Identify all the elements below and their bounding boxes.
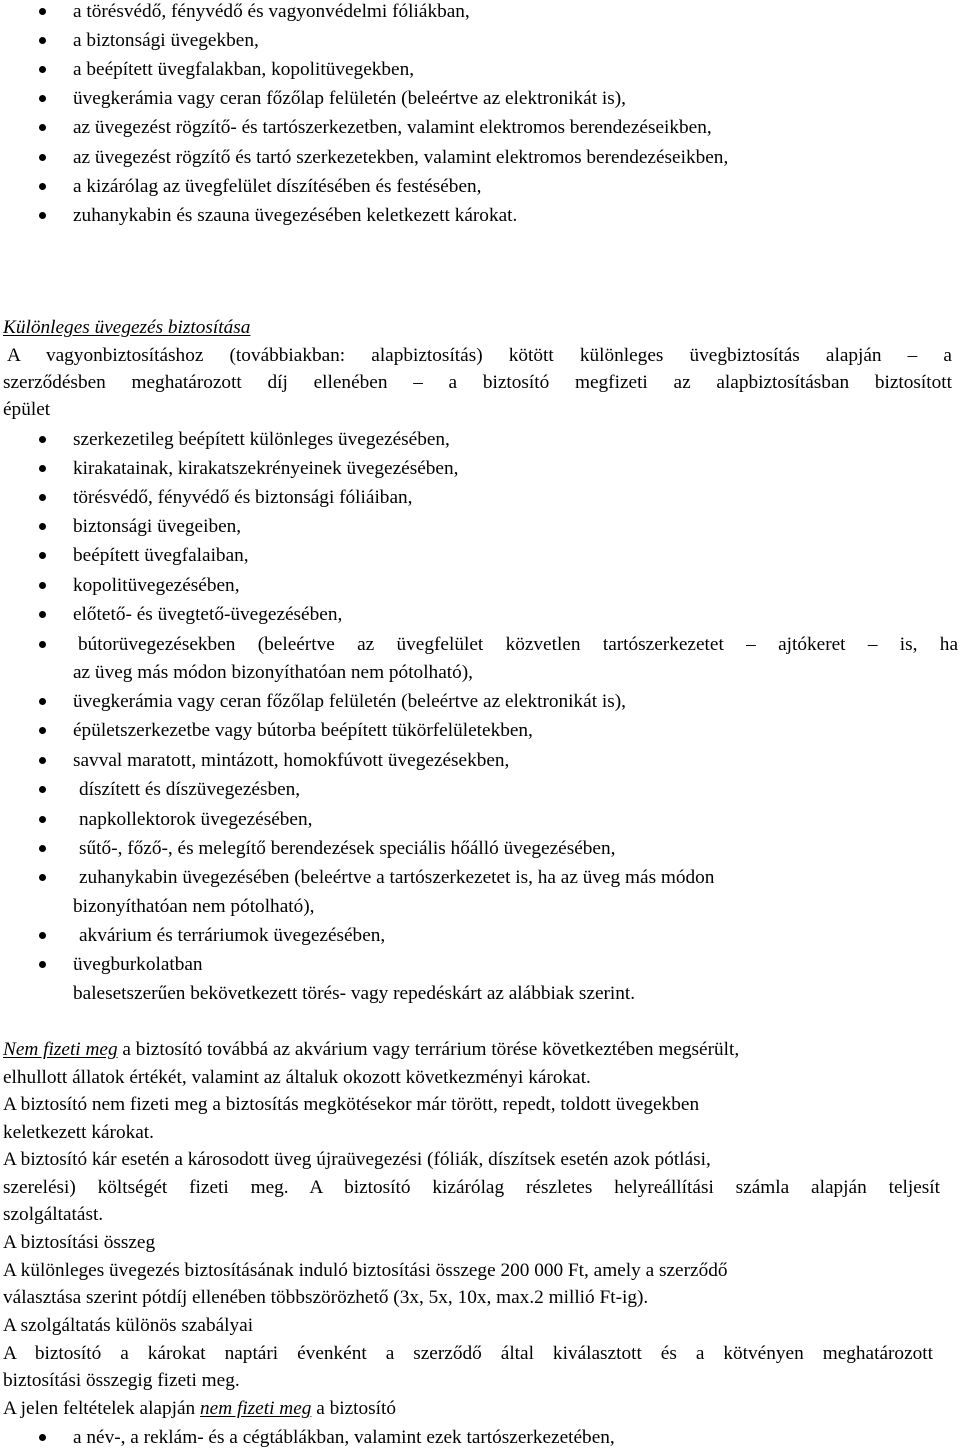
bullet-icon (39, 874, 46, 881)
bullet-icon (39, 552, 46, 559)
list-item: a név-, a reklám- és a cégtáblákban, valamint ezek tartószerkezetében, (73, 1427, 615, 1448)
nem-fizeti-meg-emphasis: Nem fizeti meg (3, 1039, 118, 1060)
paragraph-line: biztosítási összegig fizeti meg. (3, 1370, 240, 1391)
list-item: törésvédő, fényvédő és biztonsági fóliáiban, (73, 487, 413, 508)
list-item: az üvegezést rögzítő és tartó szerkezetekben, valamint elektromos berendezéseikben, (73, 147, 729, 168)
paragraph-text: A jelen feltételek alapján (3, 1398, 201, 1419)
list-item: napkollektorok üvegezésében, (79, 809, 313, 830)
list-item: a beépített üvegfalakban, kopolitüvegekben, (73, 59, 415, 80)
subheading-sum-insured: A biztosítási összeg (3, 1232, 156, 1253)
paragraph-line: választása szerint pótdíj ellenében többszörözhető (3x, 5x, 10x, max.2 millió Ft-ig). (3, 1287, 649, 1308)
paragraph-text: a biztosító (311, 1398, 397, 1419)
bullet-icon (39, 641, 46, 648)
bullet-icon (39, 66, 46, 73)
bullet-icon (39, 757, 46, 764)
list-item: üvegkerámia vagy ceran főzőlap felületén (beleértve az elektronikát is), (73, 691, 626, 712)
intro-line: épület (3, 399, 51, 420)
subheading-special-rules: A szolgáltatás különös szabályai (3, 1315, 254, 1336)
bullet-icon (39, 183, 46, 190)
list-item: a törésvédő, fényvédő és vagyonvédelmi fóliákban, (73, 1, 470, 22)
bullet-icon (39, 786, 46, 793)
bullet-icon (39, 611, 46, 618)
list-item: zuhanykabin és szauna üvegezésében keletkezett károkat. (73, 205, 518, 226)
bullet-icon (39, 494, 46, 501)
section-title: Különleges üvegezés biztosítása (3, 317, 251, 338)
paragraph-line: A különleges üvegezés biztosításának induló biztosítási összege 200 000 Ft, amely a szerződő (3, 1260, 728, 1281)
list-item: szerkezetileg beépített különleges üvegezésében, (73, 429, 450, 450)
paragraph-line: szolgáltatást. (3, 1204, 104, 1225)
list-item: kirakatainak, kirakatszekrényeinek üvegezésében, (73, 458, 459, 479)
list-item: kopolitüvegezésében, (73, 575, 240, 596)
bullet-icon (39, 8, 46, 15)
list-item: savval maratott, mintázott, homokfúvott üvegezésekben, (73, 750, 510, 771)
paragraph-line: keletkezett károkat. (3, 1122, 154, 1143)
bullet-icon (39, 37, 46, 44)
paragraph-line: A biztosító nem fizeti meg a biztosítás megkötésekor már törött, repedt, toldott üvegekben (3, 1094, 700, 1115)
bullet-icon (39, 436, 46, 443)
list-item: a kizárólag az üvegfelület díszítésében és festésében, (73, 176, 482, 197)
bullet-icon (39, 961, 46, 968)
list-item: a biztonsági üvegekben, (73, 30, 259, 51)
list-item: üvegburkolatban (73, 954, 203, 975)
list-item: díszített és díszüvegezésben, (79, 779, 301, 800)
list-item: akvárium és terráriumok üvegezésében, (79, 925, 386, 946)
paragraph-line: A biztosító kár esetén a károsodott üveg újraüvegezési (fóliák, díszítsek esetén azok pótlási, (3, 1149, 711, 1170)
bullet-icon (39, 932, 46, 939)
list-item-continuation: balesetszerűen bekövetkezett törés- vagy repedéskárt az alábbiak szerint. (73, 983, 636, 1004)
exclusion-paragraph-line (3, 1038, 739, 1062)
bullet-icon (39, 698, 46, 705)
exclusion-intro-line (3, 1397, 396, 1421)
paragraph-text: a biztosító továbbá az akvárium vagy terrárium törése következtében megsérült, (117, 1039, 740, 1060)
intro-line: A vagyonbiztosításhoz (továbbiakban: alapbiztosítás) kötött különleges üvegbiztosítás alapján – a (7, 345, 952, 366)
list-item: bútorüvegezésekben (beleértve az üvegfelület közvetlen tartószerkezetet – ajtókeret – is, ha (78, 634, 958, 655)
nem-fizeti-meg-emphasis: nem fizeti meg (200, 1398, 312, 1419)
paragraph-line: A biztosító a károkat naptári évenként a szerződő által kiválasztott és a kötvényen meghatározott (3, 1343, 933, 1364)
list-item: üvegkerámia vagy ceran főzőlap felületén (beleértve az elektronikát is), (73, 88, 626, 109)
list-item: sűtő-, főző-, és melegítő berendezések speciális hőálló üvegezésében, (79, 838, 616, 859)
bullet-icon (39, 816, 46, 823)
bullet-icon (39, 154, 46, 161)
bullet-icon (39, 212, 46, 219)
list-item-continuation: az üveg más módon bizonyíthatóan nem pótolható), (73, 662, 473, 683)
list-item: biztonsági üvegeiben, (73, 516, 242, 537)
bullet-icon (39, 124, 46, 131)
list-item: előtető- és üvegtető-üvegezésében, (73, 604, 343, 625)
paragraph-line: szerelési) költségét fizeti meg. A biztosító kizárólag részletes helyreállítási számla alapján teljesít (3, 1177, 940, 1198)
bullet-icon (39, 845, 46, 852)
bullet-icon (39, 465, 46, 472)
list-item: épületszerkezetbe vagy bútorba beépített tükörfelületekben, (73, 720, 533, 741)
list-item-continuation: bizonyíthatóan nem pótolható), (73, 896, 315, 917)
list-item: beépített üvegfalaiban, (73, 545, 249, 566)
bullet-icon (39, 523, 46, 530)
list-item: az üvegezést rögzítő- és tartószerkezetben, valamint elektromos berendezéseikben, (73, 117, 712, 138)
intro-line: szerződésben meghatározott díj ellenében – a biztosító megfizeti az alapbiztosításban biztosított (3, 372, 952, 393)
paragraph-line: elhullott állatok értékét, valamint az általuk okozott következményi károkat. (3, 1067, 591, 1088)
list-item: zuhanykabin üvegezésében (beleértve a tartószerkezetet is, ha az üveg más módon (79, 867, 715, 888)
bullet-icon (39, 727, 46, 734)
bullet-icon (39, 582, 46, 589)
bullet-icon (39, 1434, 46, 1441)
bullet-icon (39, 95, 46, 102)
